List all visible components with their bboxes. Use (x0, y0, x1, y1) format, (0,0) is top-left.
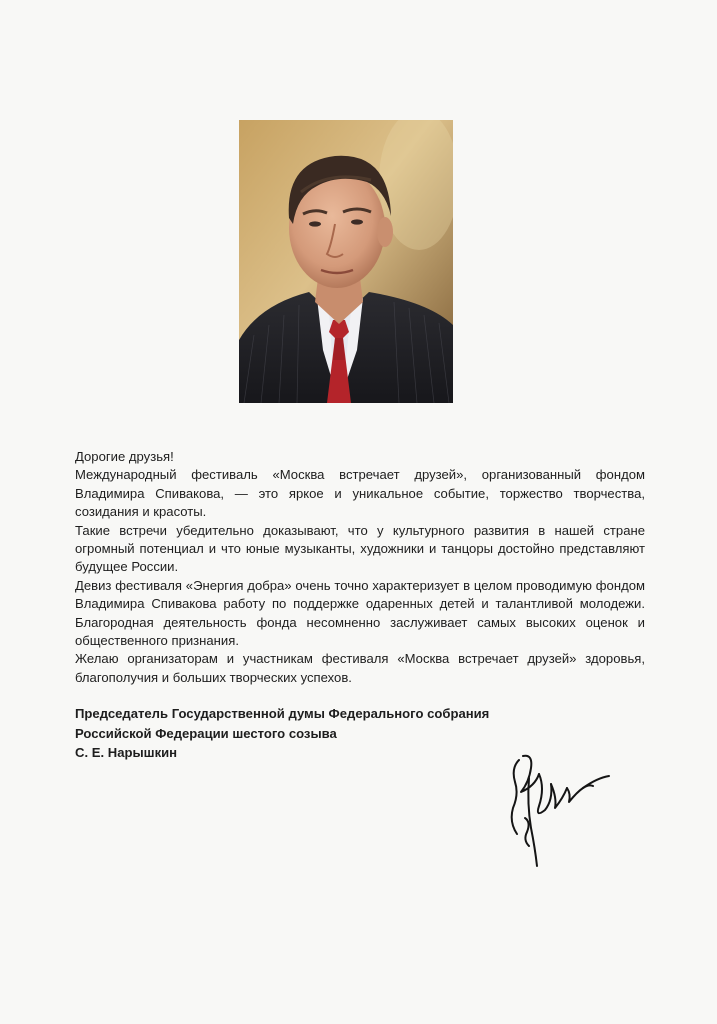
portrait-photo (239, 120, 453, 403)
signatory-name: С. Е. Нарышкин (75, 745, 178, 760)
paragraph: Такие встречи убедительно доказывают, что у культурного развития в нашей стране огромный потенциал и что юные музыканты, художники и танцоры достойно представляют будущее России. (75, 522, 645, 575)
paragraph: Девиз фестиваля «Энергия добра» очень точно характеризует в целом проводимую фондом Владимира Спивакова работу по поддержке одаренных детей и талантливой молодежи. Благородная деятельность фонда несомненно заслуживает самых высоких оценок и общественного признания. (75, 577, 645, 649)
paragraph: Желаю организаторам и участникам фестиваля «Москва встречает друзей» здоровья, благополучия и больших творческих успехов. (75, 651, 645, 685)
paragraph: Международный фестиваль «Москва встречает друзей», организованный фондом Владимира Спивакова, — это яркое и уникальное событие, торжество творчества, созидания и красоты. (75, 467, 645, 520)
letter-body (75, 448, 645, 687)
greeting: Дорогие друзья! (75, 449, 174, 464)
signatory-title: Председатель Государственной думы Федерального собрания (75, 706, 490, 721)
handwritten-signature (505, 748, 615, 873)
signatory-title: Российской Федерации шестого созыва (75, 725, 337, 741)
